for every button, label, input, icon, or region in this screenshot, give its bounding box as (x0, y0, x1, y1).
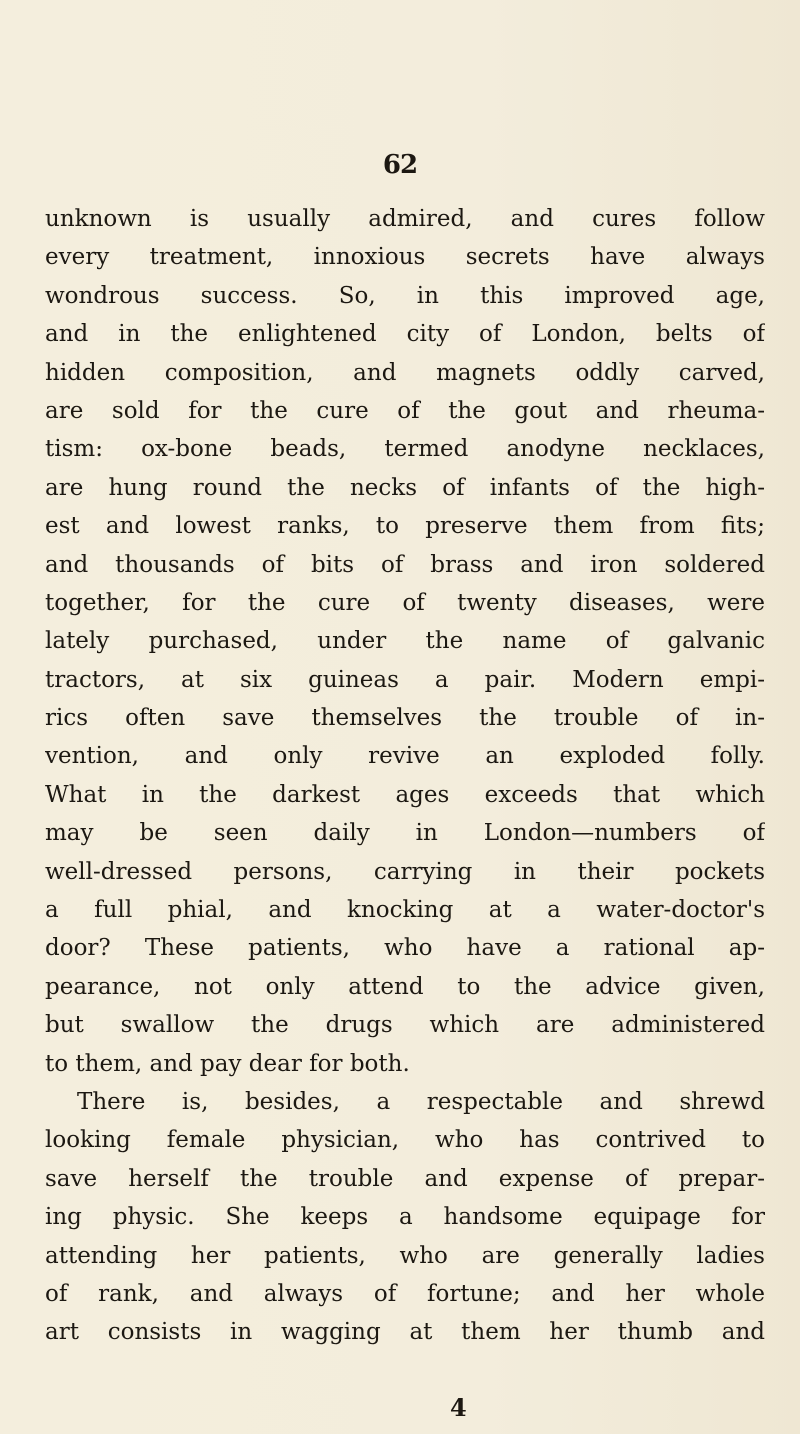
text-line: ing physic. She keeps a handsome equipage for (45, 1204, 765, 1231)
text-line: are hung round the necks of infants of the high- (45, 474, 765, 501)
text-line: wondrous success. So, in this improved age, (45, 282, 765, 309)
text-line: but swallow the drugs which are administered (45, 1012, 765, 1039)
text-line: est and lowest ranks, to preserve them from fits; (45, 513, 765, 540)
text-line: and in the enlightened city of London, belts of (45, 321, 765, 348)
text-line: a full phial, and knocking at a water-doctor's (45, 897, 765, 924)
text-line: vention, and only revive an exploded folly. (45, 743, 765, 770)
text-line: tractors, at six guineas a pair. Modern empi- (45, 666, 765, 693)
text-line: are sold for the cure of the gout and rheuma- (45, 397, 765, 424)
text-line: and thousands of bits of brass and iron soldered (45, 551, 765, 578)
text-line: tism: ox-bone beads, termed anodyne necklaces, (45, 436, 765, 463)
page-number: 62 (382, 150, 418, 180)
text-line: looking female physician, who has contrived to (45, 1127, 765, 1154)
text-line: well-dressed persons, carrying in their pockets (45, 858, 765, 885)
paragraph-start-line: There is, besides, a respectable and shrewd (77, 1088, 765, 1115)
signature-mark: 4 (450, 1393, 467, 1422)
text-line: save herself the trouble and expense of prepar- (45, 1165, 765, 1192)
body-text (45, 200, 765, 1352)
text-line: door? These patients, who have a rational ap- (45, 935, 765, 962)
text-line: rics often save themselves the trouble of in- (45, 705, 765, 732)
text-line: unknown is usually admired, and cures follow (45, 206, 765, 232)
text-line: art consists in wagging at them her thumb and (45, 1319, 765, 1346)
text-line: attending her patients, who are generally ladies (45, 1242, 765, 1269)
text-line: pearance, not only attend to the advice given, (45, 973, 765, 1000)
text-line: every treatment, innoxious secrets have always (45, 244, 765, 271)
text-line: hidden composition, and magnets oddly carved, (45, 359, 765, 386)
text-line: together, for the cure of twenty diseases, were (45, 589, 765, 616)
text-line: may be seen daily in London—numbers of (45, 820, 765, 847)
paragraph-end-line: to them, and pay dear for both. (45, 1050, 410, 1077)
text-line: of rank, and always of fortune; and her whole (45, 1280, 765, 1307)
text-line: lately purchased, under the name of galvanic (45, 628, 765, 655)
text-line: What in the darkest ages exceeds that which (45, 781, 765, 808)
